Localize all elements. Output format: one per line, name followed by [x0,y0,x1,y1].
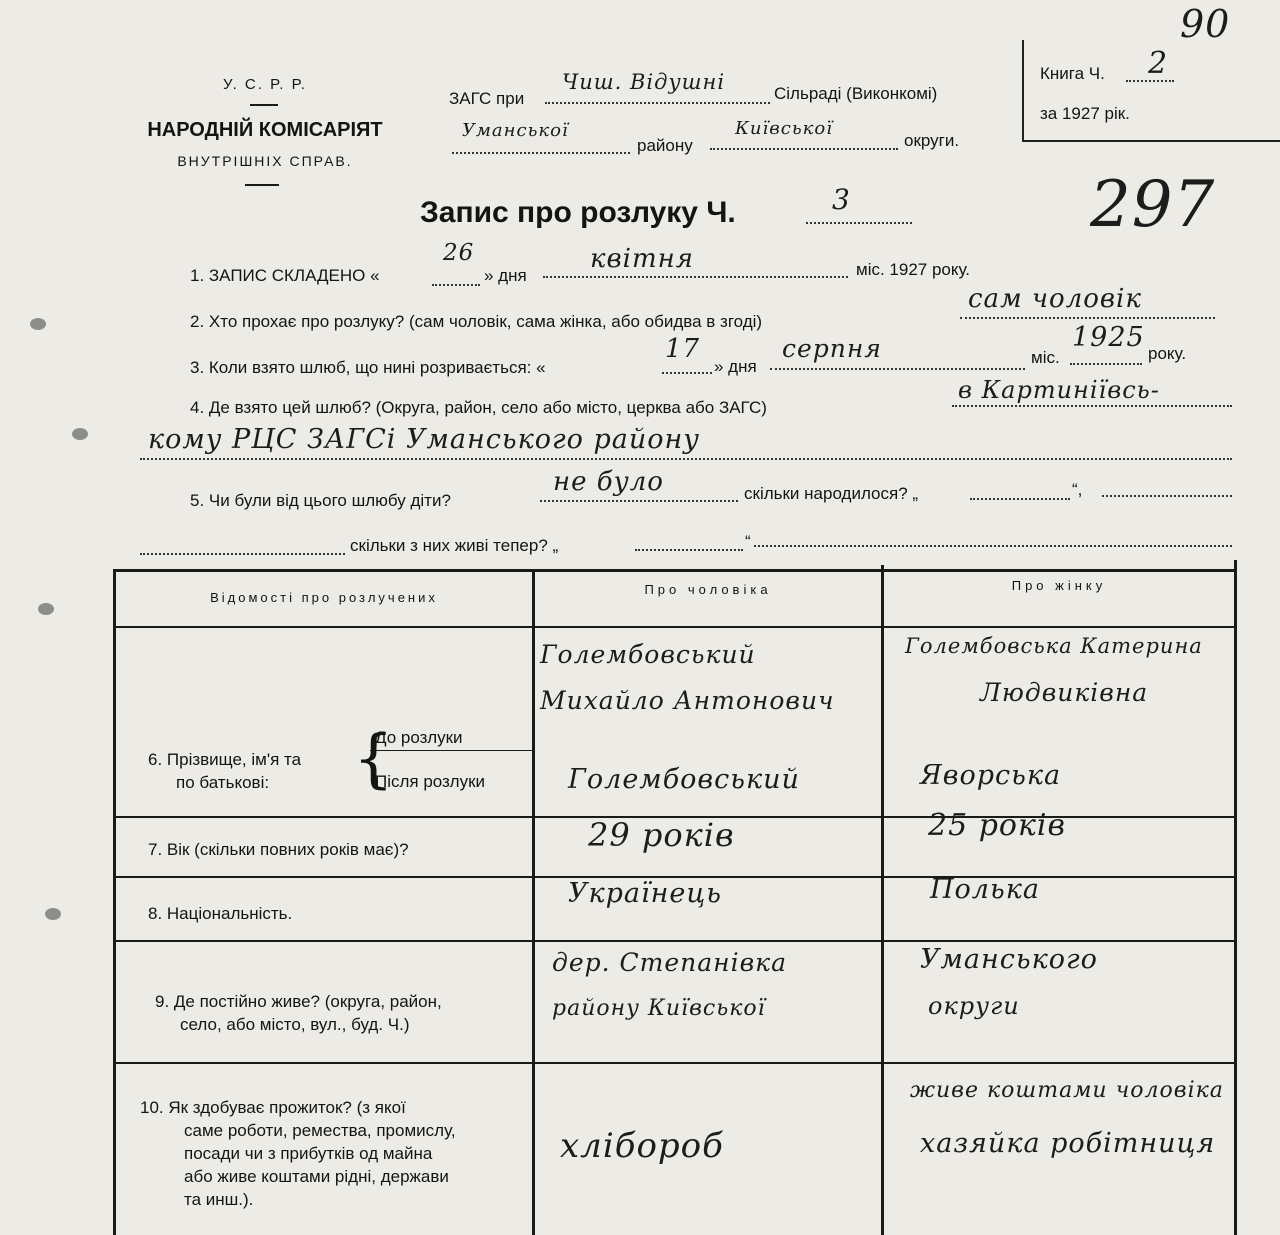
field-1-month-underline [543,276,848,278]
row-10-label-1: 10. Як здобуває прожиток? (з якої [140,1098,406,1117]
row-7-husband-age: 29 років [588,816,735,854]
field-3-label: 3. Коли взято шлюб, що нині розривається: « [190,358,546,377]
row-10-label-3: посади чи з прибутків од майна [184,1144,433,1163]
table-header-husband: Про чоловіка [644,582,772,597]
field-1-day: 26 [443,240,475,266]
okruha-underline [710,148,898,150]
row-6-brace: { [353,722,394,796]
field-4-underline-2 [140,458,1232,460]
council-label: Сільраді (Виконкомі) [774,84,938,103]
field-4-label: 4. Де взято цей шлюб? (Округа, район, село або місто, церква або ЗАГС) [190,398,767,417]
district-value: Уманської [462,120,569,141]
field-5-born-underline [970,498,1070,500]
row-10-wife-occupation-2: хазяйка робітниця [920,1128,1216,1159]
table-top-border [113,569,1237,572]
row-7-label: 7. Вік (скільки повних років має)? [148,840,409,859]
field-2-label: 2. Хто прохає про розлуку? (сам чоловік, сама жінка, або обидва в згоді) [190,312,763,331]
row-10-husband-occupation: хлібороб [560,1126,724,1166]
field-3-year-underline [1070,363,1142,365]
record-number: 3 [832,183,851,216]
row-6-label-2: по батькові: [176,773,270,792]
row-9-label-2: село, або місто, вул., буд. Ч.) [180,1015,410,1034]
field-3-tail: року. [1148,344,1187,363]
punch-hole-middle [38,603,54,615]
row-6-wife-before-surname: Голембовська Катерина [905,634,1203,658]
row-6-wife-before-name: Людвиківна [980,678,1149,707]
field-5-alive-close: “ [745,532,751,551]
field-5-underline [540,500,738,502]
row-9-husband-residence-1: дер. Степанівка [552,948,788,977]
field-3-month: серпня [782,334,882,363]
record-title: Запис про розлуку Ч. [420,196,736,229]
book-year: за 1927 рік. [1040,104,1130,123]
field-5-alive-tail-underline [754,545,1232,547]
row-9-wife-residence-1: Уманського [920,944,1098,975]
table-left-border [113,569,116,1235]
commissariat-title: НАРОДНІЙ КОМІСАРІЯТ [147,119,383,141]
row-6-after-label: Після розлуки [375,772,486,791]
field-5-born-label: скільки народилося? „ [744,484,919,503]
row-6-husband-before-surname: Голембовський [540,640,756,669]
row-6-before-label: До розлуки [375,728,463,747]
table-header-wife: Про жінку [1011,578,1107,593]
row-10-wife-occupation-1: живе коштами чоловіка [910,1078,1224,1103]
table-row-divider-9 [113,1062,1237,1064]
table-row-divider-8 [113,940,1237,942]
field-2-underline [960,317,1215,319]
field-5-alive-label: скільки з них живі тепер? „ [350,536,559,555]
field-4-value-1: в Картиніївсь- [958,376,1160,404]
department-title: ВНУТРІШНІХ СПРАВ. [177,153,353,169]
field-5-tail-underline [1102,495,1232,497]
field-3-day: 17 [665,334,701,364]
row-9-wife-residence-2: округи [928,992,1020,1020]
field-3-mis: міс. [1031,348,1060,367]
field-1-day-underline [432,284,480,286]
okruha-label: округи. [904,131,960,150]
zags-underline [545,102,770,104]
row-6-wife-after: Яворська [920,760,1062,791]
punch-hole-upper [72,428,88,440]
row-8-label: 8. Національність. [148,904,293,923]
field-1-tail: міс. 1927 року. [856,260,971,279]
record-number-underline [806,222,912,224]
field-1-day-suffix: » дня [484,266,527,285]
okruha-value: Київської [735,118,833,139]
row-9-husband-residence-2: району Київської [552,996,766,1021]
row-6-husband-before-name: Михайло Антонович [540,686,835,715]
row-10-label-4: або живе коштами рідні, держави [184,1167,449,1186]
field-1-month: квітня [590,244,694,274]
table-header-divider [113,626,1237,628]
zags-label: ЗАГС при [449,89,525,108]
table-header-info: Відомості про розлучених [210,590,438,605]
field-5-born-close: “, [1072,480,1083,499]
republic-label: У. С. Р. Р. [223,76,307,93]
field-3-year: 1925 [1072,322,1145,353]
table-row6-before-divider [370,750,532,751]
row-8-wife-nationality: Полька [930,874,1040,905]
zags-value: Чиш. Відушні [562,70,726,94]
field-4-underline-1 [952,405,1232,407]
field-5-alive-lead-underline [140,553,345,555]
book-label: Книга Ч. [1040,64,1105,83]
district-underline [452,152,630,154]
district-label: району [637,136,693,155]
table-col-divider-1 [532,569,535,1235]
row-10-label-5: та инш.). [184,1190,254,1209]
book-value: 2 [1148,46,1169,81]
field-5-label: 5. Чи були від цього шлюбу діти? [190,491,451,510]
divider-short [245,184,279,186]
divider-short [250,104,278,106]
table-col-divider-2 [881,565,884,1235]
table-right-border [1234,560,1237,1235]
field-5-alive-underline [635,549,743,551]
row-6-label-1: 6. Прізвище, ім'я та [148,750,302,769]
row-7-wife-age: 25 років [928,808,1066,843]
field-1-label: 1. ЗАПИС СКЛАДЕНО « [190,266,380,285]
row-6-husband-after: Голембовський [568,764,800,795]
field-3-day-underline [662,372,712,374]
field-2-value: сам чоловік [968,284,1142,314]
field-3-month-underline [770,368,1025,370]
corner-number: 90 [1180,2,1231,46]
row-9-label-1: 9. Де постійно живе? (округа, район, [155,992,442,1011]
field-3-day-suffix: » дня [714,357,757,376]
punch-hole-lower [45,908,61,920]
registration-stamp-number: 297 [1090,168,1216,242]
row-10-label-2: саме роботи, ремества, промислу, [184,1121,456,1140]
field-4-value-2: кому РЦС ЗАГСі Уманського району [148,424,700,455]
field-5-value: не було [553,467,664,497]
row-8-husband-nationality: Українець [568,878,722,909]
punch-hole-top [30,318,46,330]
